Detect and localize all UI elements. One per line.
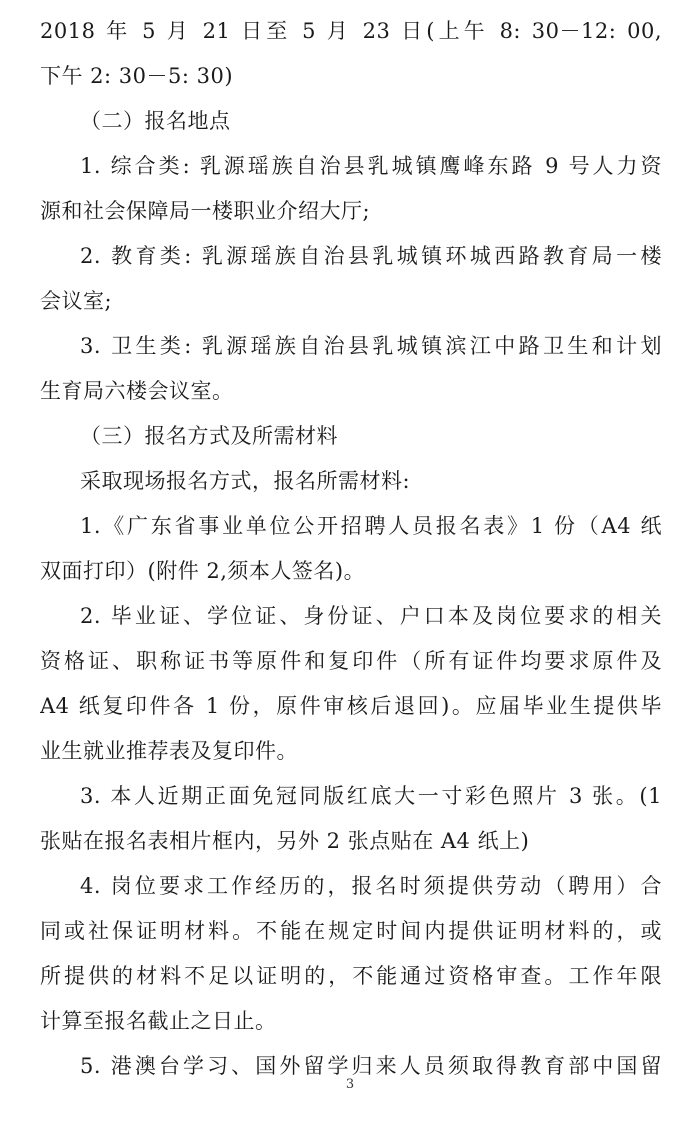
section-heading: （三）报名方式及所需材料 <box>80 424 338 448</box>
text-line: 3. 本人近期正面免冠同版红底大一寸彩色照片 3 张。(1 <box>80 784 662 808</box>
text-line: 会议室; <box>40 289 113 313</box>
text-line: 业生就业推荐表及复印件。 <box>40 739 298 763</box>
text-line: 同或社保证明材料。不能在规定时间内提供证明材料的，或 <box>40 919 662 943</box>
text-line: 3. 卫生类: 乳源瑶族自治县乳城镇滨江中路卫生和计划 <box>80 334 662 358</box>
text-line: 4. 岗位要求工作经历的，报名时须提供劳动（聘用）合 <box>80 874 662 898</box>
text-line: 源和社会保障局一楼职业介绍大厅; <box>40 199 371 223</box>
text-line: 2. 毕业证、学位证、身份证、户口本及岗位要求的相关 <box>80 604 662 628</box>
text-line: 5. 港澳台学习、国外留学归来人员须取得教育部中国留 <box>80 1054 662 1078</box>
text-line: A4 纸复印件各 1 份，原件审核后退回)。应届毕业生提供毕 <box>40 694 662 718</box>
section-heading: （二）报名地点 <box>80 109 231 133</box>
text-line: 2. 教育类: 乳源瑶族自治县乳城镇环城西路教育局一楼 <box>80 244 662 268</box>
text-line: 1.《广东省事业单位公开招聘人员报名表》1 份（A4 纸 <box>80 514 662 538</box>
text-line: 双面打印）(附件 2,须本人签名)。 <box>40 559 366 583</box>
text-line: 采取现场报名方式，报名所需材料: <box>80 469 411 493</box>
text-line: 2018 年 5 月 21 日至 5 月 23 日(上午 8: 30－12: 00, <box>40 19 662 43</box>
text-line: 计算至报名截止之日止。 <box>40 1009 277 1033</box>
page-number: 3 <box>345 1077 355 1092</box>
text-line: 所提供的材料不足以证明的，不能通过资格审查。工作年限 <box>40 964 662 988</box>
text-line: 资格证、职称证书等原件和复印件（所有证件均要求原件及 <box>40 649 662 673</box>
text-line: 1. 综合类: 乳源瑶族自治县乳城镇鹰峰东路 9 号人力资 <box>80 154 662 178</box>
text-line: 生育局六楼会议室。 <box>40 379 234 403</box>
text-line: 张贴在报名表相片框内，另外 2 张点贴在 A4 纸上) <box>40 829 530 853</box>
text-line: 下午 2: 30－5: 30) <box>40 64 234 88</box>
